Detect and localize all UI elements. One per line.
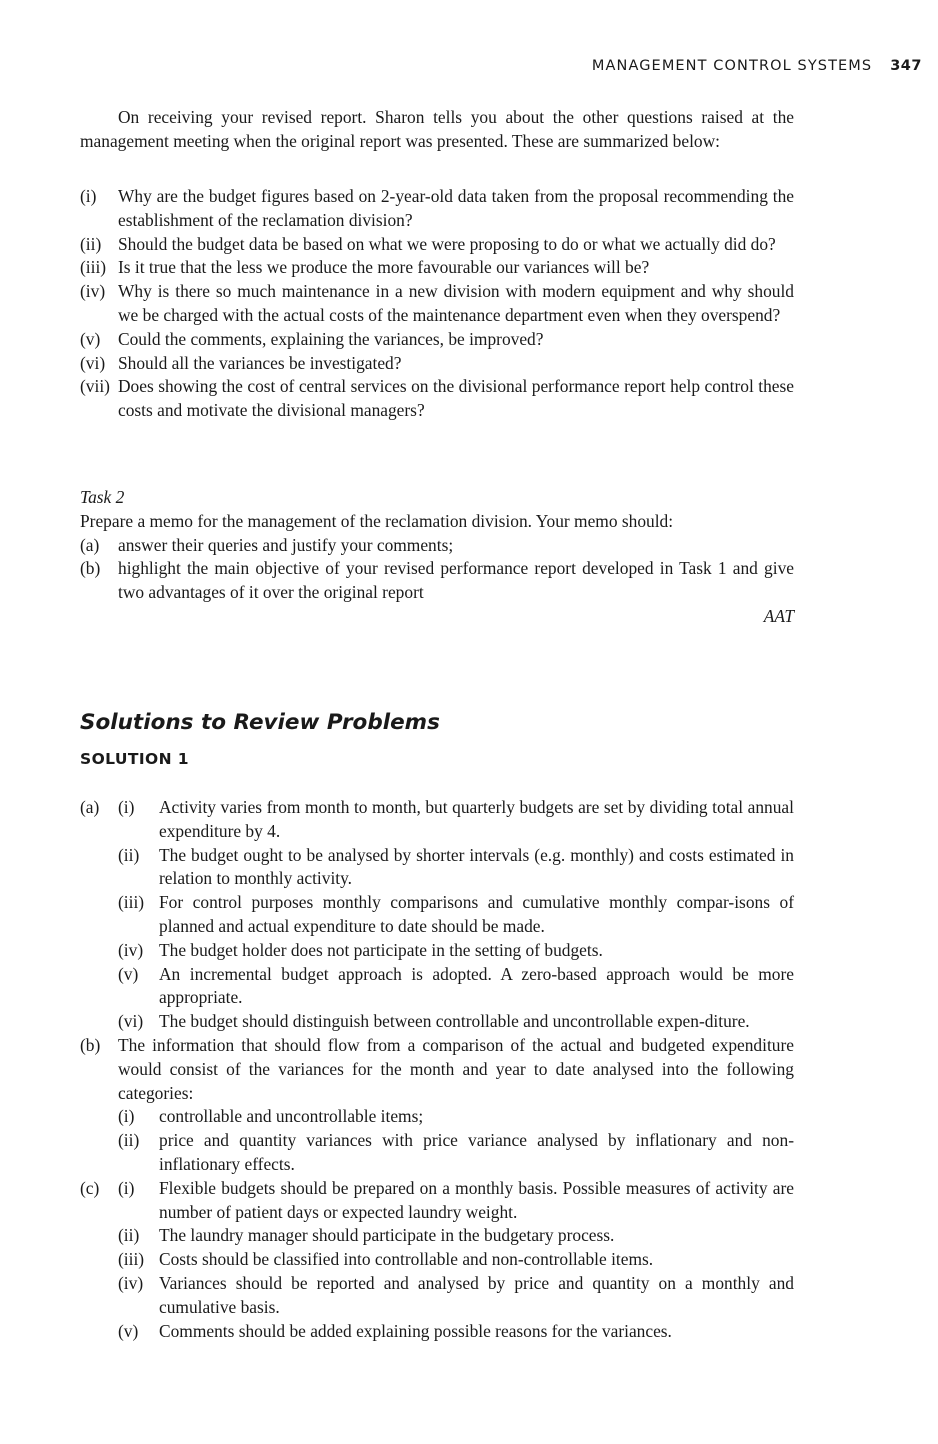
sub-item bbox=[118, 891, 794, 939]
list-item-text: Should all the variances be investigated? bbox=[118, 352, 402, 373]
sub-item-text: The budget holder does not participate in the setting of budgets. bbox=[159, 939, 603, 960]
list-item bbox=[80, 256, 794, 280]
sub-item bbox=[118, 1272, 794, 1320]
solution1-body bbox=[80, 796, 794, 1343]
list-item-label: (i) bbox=[80, 186, 97, 206]
sub-item-text: Flexible budgets should be prepared on a monthly basis. Possible measures of activity are number of patient days or expected laundry weight. bbox=[159, 1177, 794, 1222]
intro-paragraph bbox=[80, 106, 794, 154]
list-item-text: highlight the main objective of your revised performance report developed in Task 1 and give two advantages of it over the original report bbox=[118, 558, 794, 603]
sub-item bbox=[118, 1129, 794, 1177]
sub-item bbox=[118, 1105, 794, 1129]
sub-item-text: price and quantity variances with price variance analysed by inflationary and non-inflationary effects. bbox=[159, 1130, 794, 1174]
list-item bbox=[80, 185, 794, 233]
list-item bbox=[80, 280, 794, 328]
list-item bbox=[80, 375, 794, 423]
intro-text: On receiving your revised report. Sharon tells you about the other questions raised at the management meeting when the original report was presented. These are summarized below: bbox=[80, 107, 794, 151]
sub-item bbox=[118, 1224, 794, 1248]
solution1-heading: SOLUTION 1 bbox=[80, 750, 189, 768]
sub-item-text: The laundry manager should participate in the budgetary process. bbox=[159, 1225, 615, 1246]
sub-item-text: For control purposes monthly comparisons and cumulative monthly compar-isons of planned and actual expenditure to date should be made. bbox=[159, 892, 794, 936]
list-item-text: Why is there so much maintenance in a new division with modern equipment and why should we be charged with the actual costs of the maintenance department even when they overspend? bbox=[118, 281, 794, 325]
list-item-text: Should the budget data be based on what we were proposing to do or what we actually did do? bbox=[118, 233, 776, 254]
sub-item-text: The budget should distinguish between controllable and uncontrollable expen-diture. bbox=[159, 1011, 750, 1032]
sub-item bbox=[118, 1320, 794, 1344]
sub-item-text: Comments should be added explaining possible reasons for the variances. bbox=[159, 1320, 672, 1341]
running-header bbox=[592, 56, 922, 76]
sub-item-text: The budget ought to be analysed by shorter intervals (e.g. monthly) and costs estimated in relation to monthly activity. bbox=[159, 844, 794, 889]
sub-item-text: Variances should be reported and analysed by price and quantity on a monthly and cumulative basis. bbox=[159, 1272, 794, 1317]
sub-item-text: An incremental budget approach is adopted. A zero-based approach would be more appropriate. bbox=[159, 963, 794, 1008]
list-item-text: Does showing the cost of central services on the divisional performance report help control these costs and motivate the divisional managers? bbox=[118, 376, 794, 421]
part-label: (b) bbox=[80, 1034, 101, 1055]
sub-item-label: (iii) bbox=[118, 892, 145, 913]
sub-item-text: Costs should be classified into controllable and non-controllable items. bbox=[159, 1249, 654, 1270]
part-label: (a) bbox=[80, 797, 100, 817]
solution-part-c bbox=[80, 1177, 794, 1344]
sub-item bbox=[118, 1177, 794, 1225]
solution-part-a bbox=[80, 796, 794, 1034]
list-item bbox=[80, 352, 794, 376]
sub-item-label: (iv) bbox=[118, 1272, 144, 1293]
sub-item-label: (ii) bbox=[118, 844, 140, 865]
list-item-label: (vii) bbox=[80, 376, 110, 397]
list-item-label: (a) bbox=[80, 534, 100, 555]
list-item-text: Is it true that the less we produce the more favourable our variances will be? bbox=[118, 257, 650, 278]
list-item bbox=[80, 233, 794, 257]
questions-list bbox=[80, 185, 794, 423]
part-label: (c) bbox=[80, 1177, 100, 1198]
task2-intro: Prepare a memo for the management of the reclamation division. Your memo should: bbox=[80, 510, 674, 531]
sub-item-label: (iii) bbox=[118, 1249, 145, 1270]
sub-item-label: (ii) bbox=[118, 1225, 140, 1246]
list-item-label: (ii) bbox=[80, 233, 102, 254]
part-b-text: The information that should flow from a comparison of the actual and budgeted expenditure would consist of the variances for the month and year to date analysed into the following categories: bbox=[118, 1034, 794, 1103]
sub-item-label: (i) bbox=[118, 1106, 135, 1127]
sub-item bbox=[118, 939, 794, 963]
sub-item-label: (v) bbox=[118, 1320, 139, 1341]
list-item-text: answer their queries and justify your comments; bbox=[118, 534, 454, 555]
sub-item bbox=[118, 844, 794, 892]
sub-item-text: Activity varies from month to month, but quarterly budgets are set by dividing total annual expenditure by 4. bbox=[159, 797, 794, 841]
list-item-text: Could the comments, explaining the variances, be improved? bbox=[118, 328, 544, 349]
sub-item-label: (v) bbox=[118, 963, 139, 984]
sub-item bbox=[118, 1248, 794, 1272]
task2-section bbox=[80, 486, 794, 629]
sub-item bbox=[118, 1010, 794, 1034]
sub-item-label: (i) bbox=[118, 1177, 135, 1198]
sub-item-text: controllable and uncontrollable items; bbox=[159, 1106, 424, 1127]
page-number: 347 bbox=[890, 58, 922, 74]
list-item-text: Why are the budget figures based on 2-year-old data taken from the proposal recommending the establishment of the reclamation division? bbox=[118, 186, 794, 230]
list-item-label: (iii) bbox=[80, 257, 107, 278]
running-title: MANAGEMENT CONTROL SYSTEMS bbox=[591, 58, 873, 74]
sub-item bbox=[118, 963, 794, 1011]
solution-part-b bbox=[80, 1034, 794, 1177]
list-item bbox=[80, 557, 794, 605]
sub-item bbox=[118, 796, 794, 844]
sub-item-label: (vi) bbox=[118, 1011, 144, 1032]
source-attribution: AAT bbox=[763, 605, 794, 626]
solutions-heading: Solutions to Review Problems bbox=[80, 710, 440, 735]
sub-item-label: (i) bbox=[118, 797, 135, 817]
list-item bbox=[80, 328, 794, 352]
list-item-label: (v) bbox=[80, 328, 101, 349]
sub-item-label: (ii) bbox=[118, 1130, 140, 1151]
list-item-label: (iv) bbox=[80, 281, 106, 302]
list-item bbox=[80, 534, 794, 558]
sub-item-label: (iv) bbox=[118, 939, 144, 960]
task2-title: Task 2 bbox=[80, 487, 125, 507]
list-item-label: (vi) bbox=[80, 352, 106, 373]
list-item-label: (b) bbox=[80, 558, 101, 579]
